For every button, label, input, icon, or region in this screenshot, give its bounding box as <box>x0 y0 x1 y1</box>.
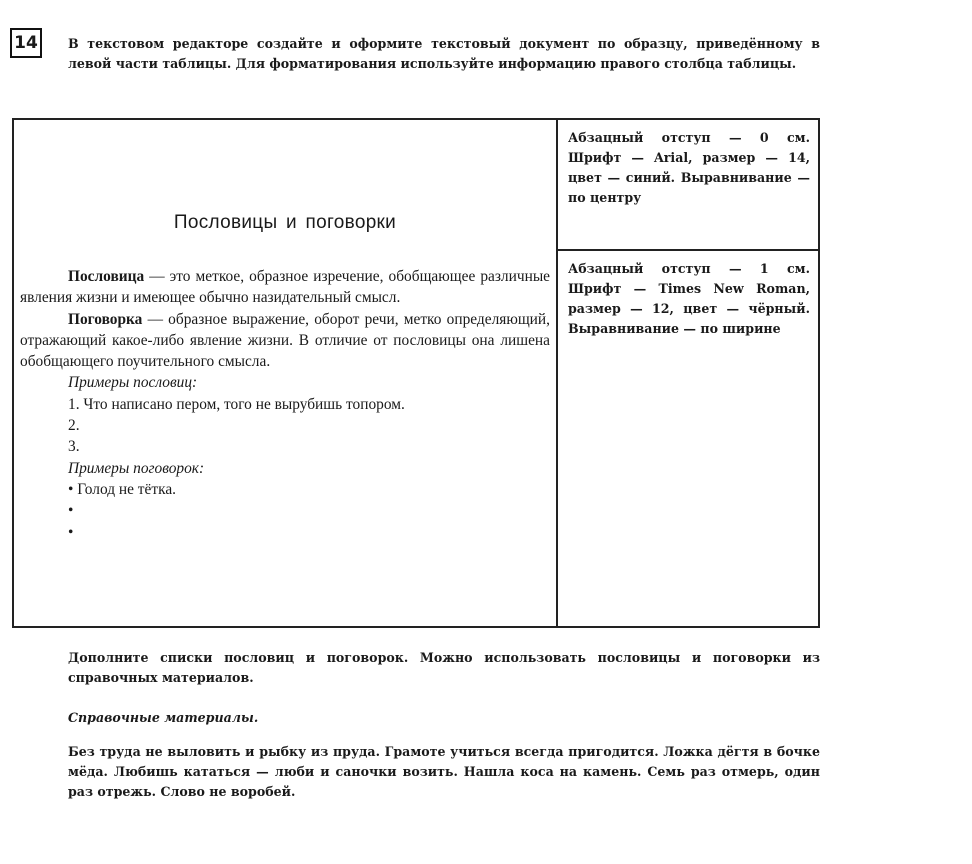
body-format-text: Абзацный отступ — 1 см. Шрифт — Times New Roman, размер — 12, цвет — чёрный. Выравнивание — по ширине <box>568 261 810 336</box>
title-format-cell <box>558 120 818 251</box>
reference-title: Справочные материалы. <box>68 710 259 725</box>
sample-document-cell <box>14 120 558 626</box>
body-format-cell <box>558 251 818 339</box>
sayings-examples-label: Примеры поговорок: <box>68 459 205 477</box>
task-table <box>12 118 820 628</box>
proverb-definition <box>20 266 550 309</box>
saying-list-item: • <box>68 523 74 541</box>
proverb-definition-text: — это меткое, образное изречение, обобщающее различные явления жизни и имеющее обычно назидательный смысл. <box>20 268 550 307</box>
saying-list-item: • Голод не тётка. <box>68 480 177 498</box>
proverb-list-item: 3. <box>68 438 80 456</box>
proverb-list-item: 2. <box>68 417 80 435</box>
saying-term: Поговорка <box>68 310 143 328</box>
proverb-list-item: 1. Что написано пером, того не вырубишь топором. <box>68 395 405 413</box>
task-instruction: В текстовом редакторе создайте и оформите текстовый документ по образцу, приведённому в левой части таблицы. Для форматирования используйте информацию правого столбца таблицы. <box>68 36 820 71</box>
saying-definition <box>20 309 550 373</box>
saying-list-item: • <box>68 502 74 520</box>
saying-definition-text: — образное выражение, оборот речи, метко определяющий, отражающий какое-либо явление жизни. В отличие от пословицы она лишена обобщающего поучительного смысла. <box>20 310 550 371</box>
complete-lists-instruction: Дополните списки пословиц и поговорок. Можно использовать пословицы и поговорки из справочных материалов. <box>68 650 820 685</box>
proverb-term: Пословица <box>68 268 145 285</box>
sample-body <box>20 266 550 543</box>
task-number: 14 <box>10 28 42 58</box>
sample-title: Пословицы и поговорки <box>173 212 397 233</box>
proverbs-examples-label: Примеры пословиц: <box>68 374 198 392</box>
reference-text: Без труда не выловить и рыбку из пруда. Грамоте учиться всегда пригодится. Ложка дёгтя в бочке мёда. Любишь кататься — люби и саночки возить. Нашла коса на камень. Семь раз отмерь, один раз отрежь. Слово не воробей. <box>68 744 820 799</box>
title-format-text: Абзацный отступ — 0 см. Шрифт — Arial, размер — 14, цвет — синий. Выравнивание — по центру <box>568 130 810 205</box>
